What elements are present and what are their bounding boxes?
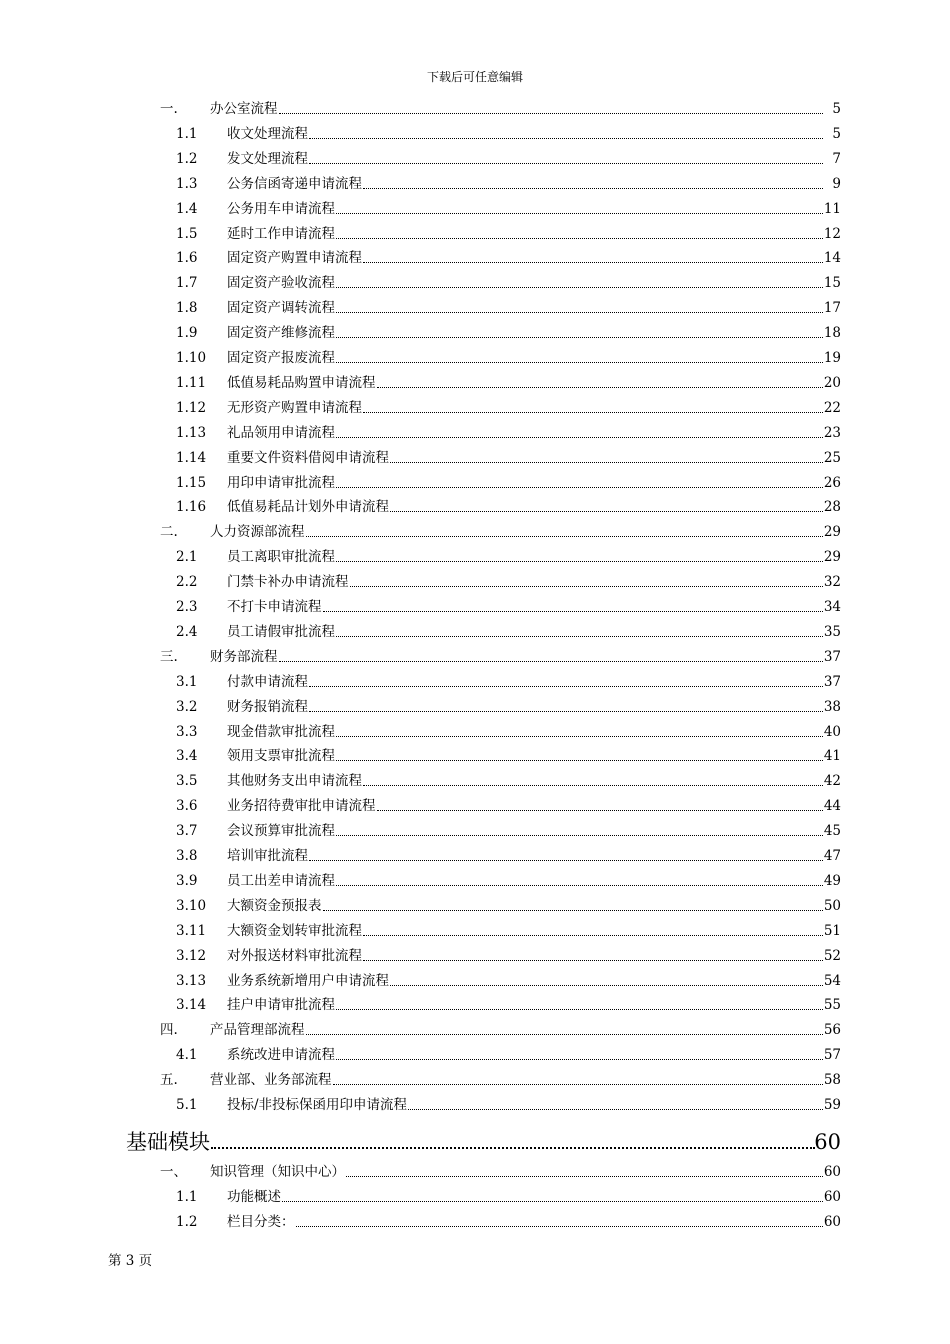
toc-entry-page-number: 18 bbox=[823, 325, 841, 342]
toc-entry[interactable] bbox=[0, 545, 950, 565]
toc-entry-number: 3.14 bbox=[176, 997, 207, 1014]
toc-entry[interactable] bbox=[0, 520, 950, 540]
toc-entry[interactable] bbox=[0, 246, 950, 266]
page-footer: 第 3 页 bbox=[108, 1253, 153, 1269]
toc-entry-title: 付款申请流程 bbox=[227, 673, 308, 690]
toc-entry-title: 产品管理部流程 bbox=[210, 1022, 305, 1039]
toc-entry-number: 5.1 bbox=[176, 1097, 198, 1113]
toc-leader-dots bbox=[336, 1008, 823, 1010]
toc-leader-dots bbox=[377, 386, 824, 388]
toc-entry-page-number: 32 bbox=[823, 574, 841, 591]
toc-entry-title: 收文处理流程 bbox=[227, 125, 308, 142]
toc-entry[interactable] bbox=[0, 222, 950, 242]
toc-leader-dots bbox=[390, 510, 823, 512]
toc-entry-number: 3.4 bbox=[176, 748, 198, 765]
toc-entry-page-number: 57 bbox=[823, 1047, 841, 1064]
toc-entry-number: 1.3 bbox=[176, 175, 198, 192]
toc-entry-title: 低值易耗品购置申请流程 bbox=[227, 374, 376, 391]
toc-leader-dots bbox=[306, 1033, 824, 1035]
toc-leader-dots bbox=[333, 1083, 824, 1085]
toc-entry-number: 1.13 bbox=[176, 424, 207, 441]
toc-entry-title: 公务用车申请流程 bbox=[227, 200, 335, 217]
toc-entry-number: 3.3 bbox=[176, 723, 198, 740]
toc-entry-title: 培训审批流程 bbox=[227, 848, 308, 864]
toc-leader-dots bbox=[363, 784, 823, 786]
toc-entry-page-number: 12 bbox=[823, 225, 841, 242]
toc-leader-dots bbox=[377, 809, 824, 811]
toc-entry-title: 用印申请审批流程 bbox=[227, 474, 335, 491]
toc-leader-dots bbox=[336, 560, 823, 562]
toc-entry-number: 二. bbox=[160, 524, 178, 541]
toc-leader-dots bbox=[279, 112, 824, 114]
toc-leader-dots bbox=[336, 237, 823, 239]
toc-entry-number: 3.9 bbox=[176, 872, 198, 889]
toc-entry[interactable] bbox=[0, 371, 950, 391]
toc-entry-page-number: 58 bbox=[823, 1072, 841, 1089]
toc-entry-title: 重要文件资料借阅申请流程 bbox=[227, 449, 389, 466]
toc-leader-dots bbox=[390, 461, 823, 463]
toc-entry-number: 3.6 bbox=[176, 798, 198, 815]
toc-entry-title: 公务信函寄递申请流程 bbox=[227, 175, 362, 192]
toc-leader-dots bbox=[279, 660, 824, 662]
toc-entry-title: 员工请假审批流程 bbox=[227, 623, 335, 640]
toc-entry-number: 3.8 bbox=[176, 848, 198, 864]
toc-entry-page-number: 50 bbox=[823, 897, 841, 914]
toc-entry-title: 大额资金预报表 bbox=[227, 897, 322, 914]
toc-leader-dots bbox=[336, 635, 823, 637]
toc-entry-number: 1.2 bbox=[176, 150, 198, 167]
toc-entry-page-number: 45 bbox=[823, 823, 841, 840]
toc-leader-dots bbox=[408, 1108, 823, 1110]
toc-entry[interactable] bbox=[0, 147, 950, 167]
toc-entry-number: 2.4 bbox=[176, 623, 198, 640]
toc-entry-title: 固定资产购置申请流程 bbox=[227, 250, 362, 267]
toc-entry-number: 五. bbox=[160, 1072, 178, 1089]
toc-entry-number: 3.5 bbox=[176, 773, 198, 790]
toc-entry-page-number: 56 bbox=[823, 1022, 841, 1039]
toc-entry-title: 会议预算审批流程 bbox=[227, 823, 335, 840]
toc-entry-page-number: 60 bbox=[823, 1188, 841, 1205]
toc-entry-page-number: 20 bbox=[823, 374, 841, 391]
toc-entry-page-number: 37 bbox=[823, 673, 841, 690]
toc-entry-title: 基础模块 bbox=[126, 1129, 210, 1154]
toc-entry-page-number: 40 bbox=[823, 723, 841, 740]
toc-entry-number: 1.9 bbox=[176, 325, 198, 342]
toc-entry-title: 业务招待费审批申请流程 bbox=[227, 798, 376, 815]
toc-entry[interactable] bbox=[0, 1210, 950, 1230]
toc-leader-dots bbox=[363, 934, 823, 936]
toc-leader-dots bbox=[309, 710, 823, 712]
toc-entry-page-number: 15 bbox=[823, 275, 841, 292]
toc-entry-page-number: 60 bbox=[814, 1129, 841, 1154]
toc-entry-page-number: 11 bbox=[823, 200, 841, 217]
toc-leader-dots bbox=[309, 685, 823, 687]
toc-entry-page-number: 34 bbox=[823, 599, 841, 615]
toc-entry-title: 财务报销流程 bbox=[227, 698, 308, 715]
toc-entry[interactable] bbox=[0, 1068, 950, 1088]
toc-entry-title: 挂户申请审批流程 bbox=[227, 997, 335, 1014]
toc-entry[interactable] bbox=[0, 296, 950, 316]
toc-entry-number: 2.1 bbox=[176, 549, 198, 566]
toc-entry-number: 3.13 bbox=[176, 972, 207, 989]
toc-entry[interactable] bbox=[0, 570, 950, 590]
toc-leader-dots bbox=[336, 286, 823, 288]
toc-entry[interactable] bbox=[0, 271, 950, 291]
toc-entry[interactable] bbox=[0, 670, 950, 690]
toc-entry-page-number: 37 bbox=[823, 648, 841, 665]
toc-entry-page-number: 44 bbox=[823, 798, 841, 815]
toc-entry[interactable] bbox=[0, 1124, 950, 1154]
toc-entry-title: 固定资产验收流程 bbox=[227, 275, 335, 292]
toc-entry-title: 业务系统新增用户申请流程 bbox=[227, 972, 389, 989]
toc-entry-title: 财务部流程 bbox=[210, 648, 278, 665]
toc-entry-page-number: 29 bbox=[823, 524, 841, 541]
toc-leader-dots bbox=[336, 336, 823, 338]
toc-entry[interactable] bbox=[0, 122, 950, 142]
toc-entry-page-number: 5 bbox=[832, 125, 841, 142]
toc-leader-dots bbox=[309, 859, 823, 861]
toc-entry[interactable] bbox=[0, 396, 950, 416]
toc-entry-page-number: 41 bbox=[823, 748, 841, 765]
toc-entry-number: 3.1 bbox=[176, 673, 198, 690]
toc-entry-number: 3.2 bbox=[176, 698, 198, 715]
toc-entry-page-number: 51 bbox=[823, 922, 841, 939]
toc-entry-title: 员工离职审批流程 bbox=[227, 549, 335, 566]
toc-entry-number: 3.10 bbox=[176, 897, 207, 914]
toc-leader-dots bbox=[296, 1225, 824, 1227]
toc-entry-title: 办公室流程 bbox=[210, 101, 278, 117]
toc-leader-dots bbox=[390, 984, 823, 986]
toc-entry-title: 延时工作申请流程 bbox=[227, 225, 335, 242]
toc-entry[interactable] bbox=[0, 421, 950, 441]
toc-entry-page-number: 60 bbox=[823, 1163, 841, 1180]
toc-entry-title: 功能概述 bbox=[227, 1188, 281, 1205]
toc-entry[interactable] bbox=[0, 819, 950, 839]
toc-entry-page-number: 38 bbox=[823, 698, 841, 715]
toc-entry[interactable] bbox=[0, 720, 950, 740]
toc-entry-page-number: 29 bbox=[823, 549, 841, 566]
toc-entry-title: 固定资产维修流程 bbox=[227, 325, 335, 342]
toc-entry-page-number: 49 bbox=[823, 872, 841, 889]
toc-entry-number: 1.5 bbox=[176, 225, 198, 242]
toc-entry-page-number: 52 bbox=[823, 947, 841, 964]
toc-entry-title: 知识管理（知识中心） bbox=[210, 1163, 345, 1180]
toc-entry-title: 系统改进申请流程 bbox=[227, 1047, 335, 1064]
toc-entry-page-number: 9 bbox=[832, 175, 841, 192]
toc-leader-dots bbox=[336, 735, 823, 737]
toc-entry[interactable] bbox=[0, 471, 950, 491]
toc-entry[interactable] bbox=[0, 744, 950, 764]
toc-leader-dots bbox=[336, 486, 823, 488]
toc-entry[interactable] bbox=[0, 944, 950, 964]
toc-entry-title: 员工出差申请流程 bbox=[227, 872, 335, 889]
toc-entry-number: 1.16 bbox=[176, 499, 207, 516]
toc-entry-title: 投标/非投标保函用印申请流程 bbox=[227, 1097, 408, 1113]
toc-entry-title: 对外报送材料审批流程 bbox=[227, 947, 362, 964]
toc-entry[interactable] bbox=[0, 969, 950, 989]
toc-entry[interactable] bbox=[0, 172, 950, 192]
toc-entry[interactable] bbox=[0, 197, 950, 217]
toc-entry-number: 1.11 bbox=[176, 374, 207, 391]
toc-leader-dots bbox=[336, 311, 823, 313]
toc-entry-title: 门禁卡补办申请流程 bbox=[227, 574, 349, 591]
toc-entry-number: 1.12 bbox=[176, 399, 207, 416]
toc-entry-title: 发文处理流程 bbox=[227, 150, 308, 167]
toc-entry[interactable] bbox=[0, 620, 950, 640]
toc-entry-number: 3.7 bbox=[176, 823, 198, 840]
toc-entry[interactable] bbox=[0, 844, 950, 864]
toc-entry[interactable] bbox=[0, 993, 950, 1013]
toc-entry-page-number: 14 bbox=[823, 250, 841, 267]
toc-entry-title: 现金借款审批流程 bbox=[227, 723, 335, 740]
toc-entry[interactable] bbox=[0, 1018, 950, 1038]
toc-entry-number: 1.6 bbox=[176, 250, 198, 267]
toc-entry[interactable] bbox=[0, 595, 950, 615]
toc-entry-title: 低值易耗品计划外申请流程 bbox=[227, 499, 389, 516]
toc-entry-title: 营业部、业务部流程 bbox=[210, 1072, 332, 1089]
toc-entry-page-number: 7 bbox=[832, 150, 841, 167]
toc-leader-dots bbox=[363, 187, 823, 189]
toc-entry-title: 固定资产报废流程 bbox=[227, 350, 335, 366]
toc-entry[interactable] bbox=[0, 321, 950, 341]
toc-leader-dots bbox=[323, 610, 824, 612]
toc-leader-dots bbox=[336, 1058, 823, 1060]
toc-leader-dots bbox=[282, 1200, 823, 1202]
toc-entry-number: 1.4 bbox=[176, 200, 198, 217]
toc-entry[interactable] bbox=[0, 495, 950, 515]
toc-entry-number: 1.7 bbox=[176, 275, 198, 292]
toc-entry-page-number: 54 bbox=[823, 972, 841, 989]
toc-entry-title: 人力资源部流程 bbox=[210, 524, 305, 541]
toc-entry[interactable] bbox=[0, 1160, 950, 1180]
toc-entry-page-number: 5 bbox=[832, 101, 841, 117]
toc-entry-number: 三. bbox=[160, 648, 178, 665]
toc-entry-page-number: 28 bbox=[823, 499, 841, 516]
toc-entry[interactable] bbox=[0, 346, 950, 366]
toc-entry-page-number: 42 bbox=[823, 773, 841, 790]
toc-entry-title: 无形资产购置申请流程 bbox=[227, 399, 362, 416]
toc-leader-dots bbox=[350, 585, 824, 587]
toc-entry-number: 1.1 bbox=[176, 1188, 198, 1205]
toc-entry-title: 不打卡申请流程 bbox=[227, 599, 322, 615]
toc-entry-number: 四. bbox=[160, 1022, 178, 1039]
toc-leader-dots bbox=[309, 162, 823, 164]
toc-entry-page-number: 19 bbox=[823, 350, 841, 366]
toc-entry-number: 1.1 bbox=[176, 125, 198, 142]
toc-entry[interactable] bbox=[0, 645, 950, 665]
toc-entry-number: 1.2 bbox=[176, 1213, 198, 1230]
toc-entry[interactable] bbox=[0, 1185, 950, 1205]
toc-entry-number: 1.14 bbox=[176, 449, 207, 466]
toc-leader-dots bbox=[336, 361, 823, 363]
toc-entry[interactable] bbox=[0, 794, 950, 814]
toc-leader-dots bbox=[309, 137, 823, 139]
toc-entry[interactable] bbox=[0, 894, 950, 914]
toc-entry-title: 领用支票审批流程 bbox=[227, 748, 335, 765]
toc-leader-dots bbox=[323, 909, 824, 911]
toc-entry[interactable] bbox=[0, 97, 950, 117]
toc-entry-page-number: 55 bbox=[823, 997, 841, 1014]
toc-entry[interactable] bbox=[0, 919, 950, 939]
toc-entry-page-number: 59 bbox=[823, 1097, 841, 1113]
toc-leader-dots bbox=[363, 411, 823, 413]
toc-entry-number: 3.11 bbox=[176, 922, 207, 939]
toc-entry-number: 2.3 bbox=[176, 599, 198, 615]
toc-leader-dots bbox=[336, 759, 823, 761]
toc-leader-dots bbox=[363, 261, 823, 263]
toc-leader-dots bbox=[336, 436, 823, 438]
toc-entry-number: 一、 bbox=[160, 1163, 187, 1180]
toc-entry-number: 一. bbox=[160, 101, 178, 117]
toc-entry-number: 1.10 bbox=[176, 350, 207, 366]
toc-entry[interactable] bbox=[0, 769, 950, 789]
toc-entry-title: 大额资金划转审批流程 bbox=[227, 922, 362, 939]
toc-entry-number: 2.2 bbox=[176, 574, 198, 591]
toc-entry-page-number: 26 bbox=[823, 474, 841, 491]
toc-leader-dots bbox=[336, 834, 823, 836]
toc-entry-page-number: 22 bbox=[823, 399, 841, 416]
toc-entry-page-number: 25 bbox=[823, 449, 841, 466]
toc-entry[interactable] bbox=[0, 869, 950, 889]
toc-entry-title: 栏目分类： bbox=[227, 1213, 295, 1230]
toc-entry-page-number: 23 bbox=[823, 424, 841, 441]
toc-entry-number: 1.8 bbox=[176, 300, 198, 317]
toc-leader-dots bbox=[346, 1175, 823, 1177]
toc-entry-page-number: 60 bbox=[823, 1213, 841, 1230]
toc-entry-number: 3.12 bbox=[176, 947, 207, 964]
toc-entry-page-number: 35 bbox=[823, 623, 841, 640]
toc-entry-title: 礼品领用申请流程 bbox=[227, 424, 335, 441]
toc-entry-number: 1.15 bbox=[176, 474, 207, 491]
toc-leader-dots bbox=[336, 212, 823, 214]
toc-leader-dots bbox=[211, 1146, 815, 1149]
toc-entry[interactable] bbox=[0, 446, 950, 466]
toc-entry-page-number: 47 bbox=[823, 848, 841, 864]
toc-leader-dots bbox=[363, 959, 823, 961]
toc-entry-title: 其他财务支出申请流程 bbox=[227, 773, 362, 790]
toc-entry[interactable] bbox=[0, 1093, 950, 1113]
toc-entry[interactable] bbox=[0, 1043, 950, 1063]
toc-entry-page-number: 17 bbox=[823, 300, 841, 317]
toc-leader-dots bbox=[306, 535, 824, 537]
toc-entry-title: 固定资产调转流程 bbox=[227, 300, 335, 317]
toc-entry-number: 4.1 bbox=[176, 1047, 198, 1064]
toc-entry[interactable] bbox=[0, 695, 950, 715]
page-header: 下载后可任意编辑 bbox=[426, 70, 523, 84]
toc-leader-dots bbox=[336, 884, 823, 886]
